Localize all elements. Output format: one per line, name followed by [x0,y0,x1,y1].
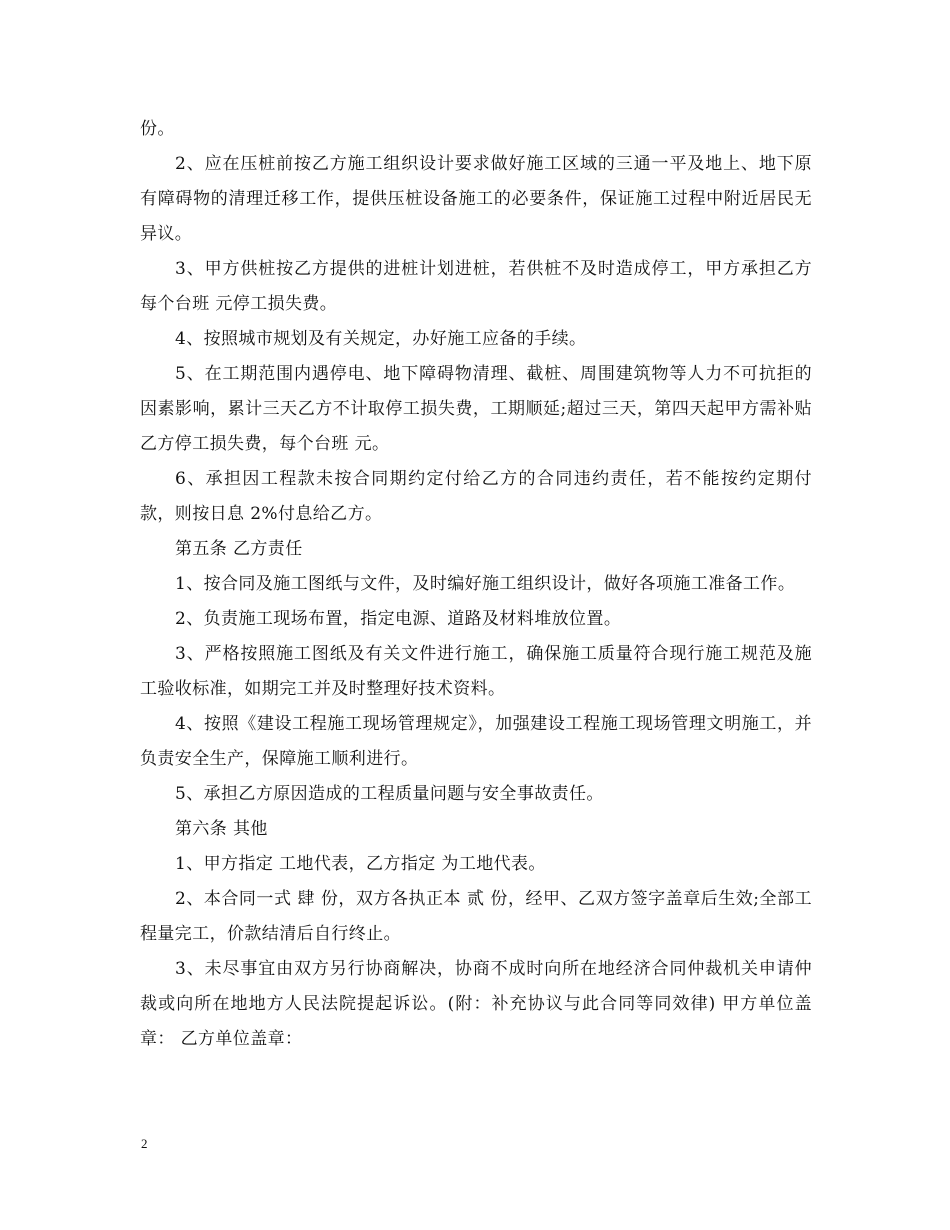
paragraph-14: 1、甲方指定 工地代表，乙方指定 为工地代表。 [175,854,546,874]
paragraph-10: 3、严格按照施工图纸及有关文件进行施工，确保施工质量符合现行施工规范及施工验收标准，如期完工并及时整理好技术资料。 [140,644,812,699]
paragraph-4: 4、按照城市规划及有关规定，办好施工应备的手续。 [175,329,587,349]
paragraph-15: 2、本合同一式 肆 份，双方各执正本 贰 份，经甲、乙双方签字盖章后生效;全部工程量完工，价款结清后自行终止。 [140,889,812,944]
section-heading-article-6: 第六条 其他 [175,819,268,839]
paragraph-2: 2、应在压桩前按乙方施工组织设计要求做好施工区域的三通一平及地上、地下原有障碍物的清理迁移工作，提供压桩设备施工的必要条件，保证施工过程中附近居民无异议。 [140,154,812,244]
paragraph-1: 份。 [140,119,175,139]
paragraph-16: 3、未尽事宜由双方另行协商解决，协商不成时向所在地经济合同仲裁机关申请仲裁或向所在地地方人民法院提起诉讼。(附：补充协议与此合同等同效律) 甲方单位盖章： 乙方单位盖章： [140,959,812,1049]
section-heading-article-5: 第五条 乙方责任 [175,539,303,559]
document-body [140,112,812,1057]
paragraph-12: 5、承担乙方原因造成的工程质量问题与安全事故责任。 [175,784,604,804]
paragraph-8: 1、按合同及施工图纸与文件，及时编好施工组织设计，做好各项施工准备工作。 [175,574,796,594]
paragraph-3: 3、甲方供桩按乙方提供的进桩计划进桩，若供桩不及时造成停工，甲方承担乙方每个台班 元停工损失费。 [140,259,812,314]
page-number: 2 [141,1136,148,1151]
paragraph-9: 2、负责施工现场布置，指定电源、道路及材料堆放位置。 [175,609,622,629]
paragraph-6: 6、承担因工程款未按合同期约定付给乙方的合同违约责任，若不能按约定期付款，则按日息 2%付息给乙方。 [140,469,812,524]
paragraph-5: 5、在工期范围内遇停电、地下障碍物清理、截桩、周围建筑物等人力不可抗拒的因素影响，累计三天乙方不计取停工损失费，工期顺延;超过三天，第四天起甲方需补贴乙方停工损失费，每个台班 元。 [140,364,812,454]
paragraph-11: 4、按照《建设工程施工现场管理规定》，加强建设工程施工现场管理文明施工，并负责安全生产，保障施工顺利进行。 [140,714,812,769]
